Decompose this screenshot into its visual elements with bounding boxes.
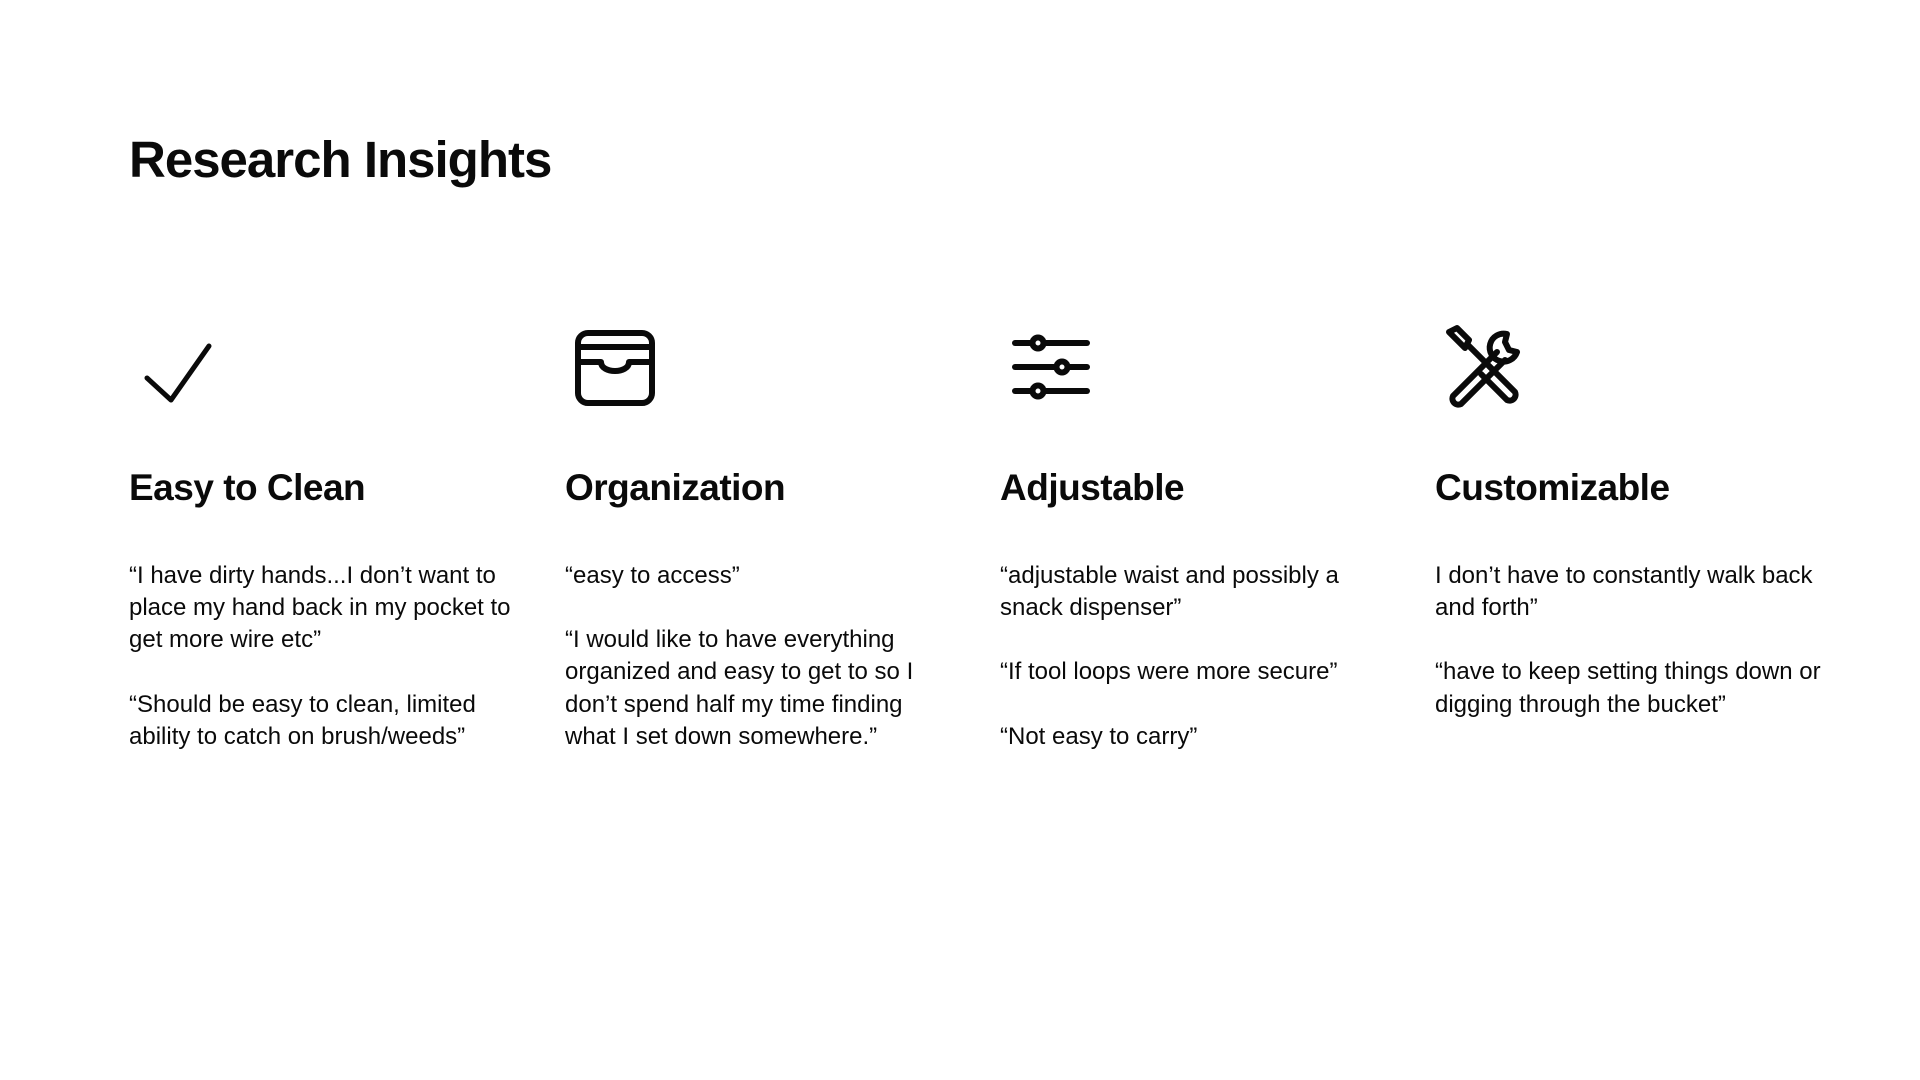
quote: “Not easy to carry” xyxy=(1000,722,1198,750)
insight-heading: Organization xyxy=(565,467,786,508)
insight-column-organization xyxy=(565,320,955,750)
insight-heading: Easy to Clean xyxy=(129,467,366,508)
quote-list xyxy=(1000,560,1390,785)
quote: “If tool loops were more secure” xyxy=(1000,658,1338,686)
insight-heading: Adjustable xyxy=(1000,467,1185,508)
insight-column-customizable xyxy=(1435,320,1825,718)
insight-column-easy-to-clean xyxy=(129,320,519,750)
quote: “Should be easy to clean, limited ability to catch on brush/weeds” xyxy=(129,690,476,750)
sliders-icon xyxy=(1000,320,1092,412)
quote: “I have dirty hands...I don’t want to place my hand back in my pocket to get more wire etc” xyxy=(129,562,511,654)
quote: “have to keep setting things down or digging through the bucket” xyxy=(1435,658,1821,718)
quote-list xyxy=(129,560,519,785)
quote-list xyxy=(1435,560,1825,753)
quote-list xyxy=(565,560,955,785)
checkmark-icon xyxy=(129,320,221,412)
page-title: Research Insights xyxy=(129,131,552,188)
insight-heading: Customizable xyxy=(1435,467,1670,508)
quote: I don’t have to constantly walk back and forth” xyxy=(1435,562,1813,622)
quote: “adjustable waist and possibly a snack dispenser” xyxy=(1000,562,1339,622)
insight-column-adjustable xyxy=(1000,320,1390,750)
quote: “I would like to have everything organized and easy to get to so I don’t spend half my time finding what I set down somewhere.” xyxy=(565,626,914,750)
tray-icon xyxy=(565,320,657,412)
quote: “easy to access” xyxy=(565,562,740,589)
tools-icon xyxy=(1435,320,1527,412)
